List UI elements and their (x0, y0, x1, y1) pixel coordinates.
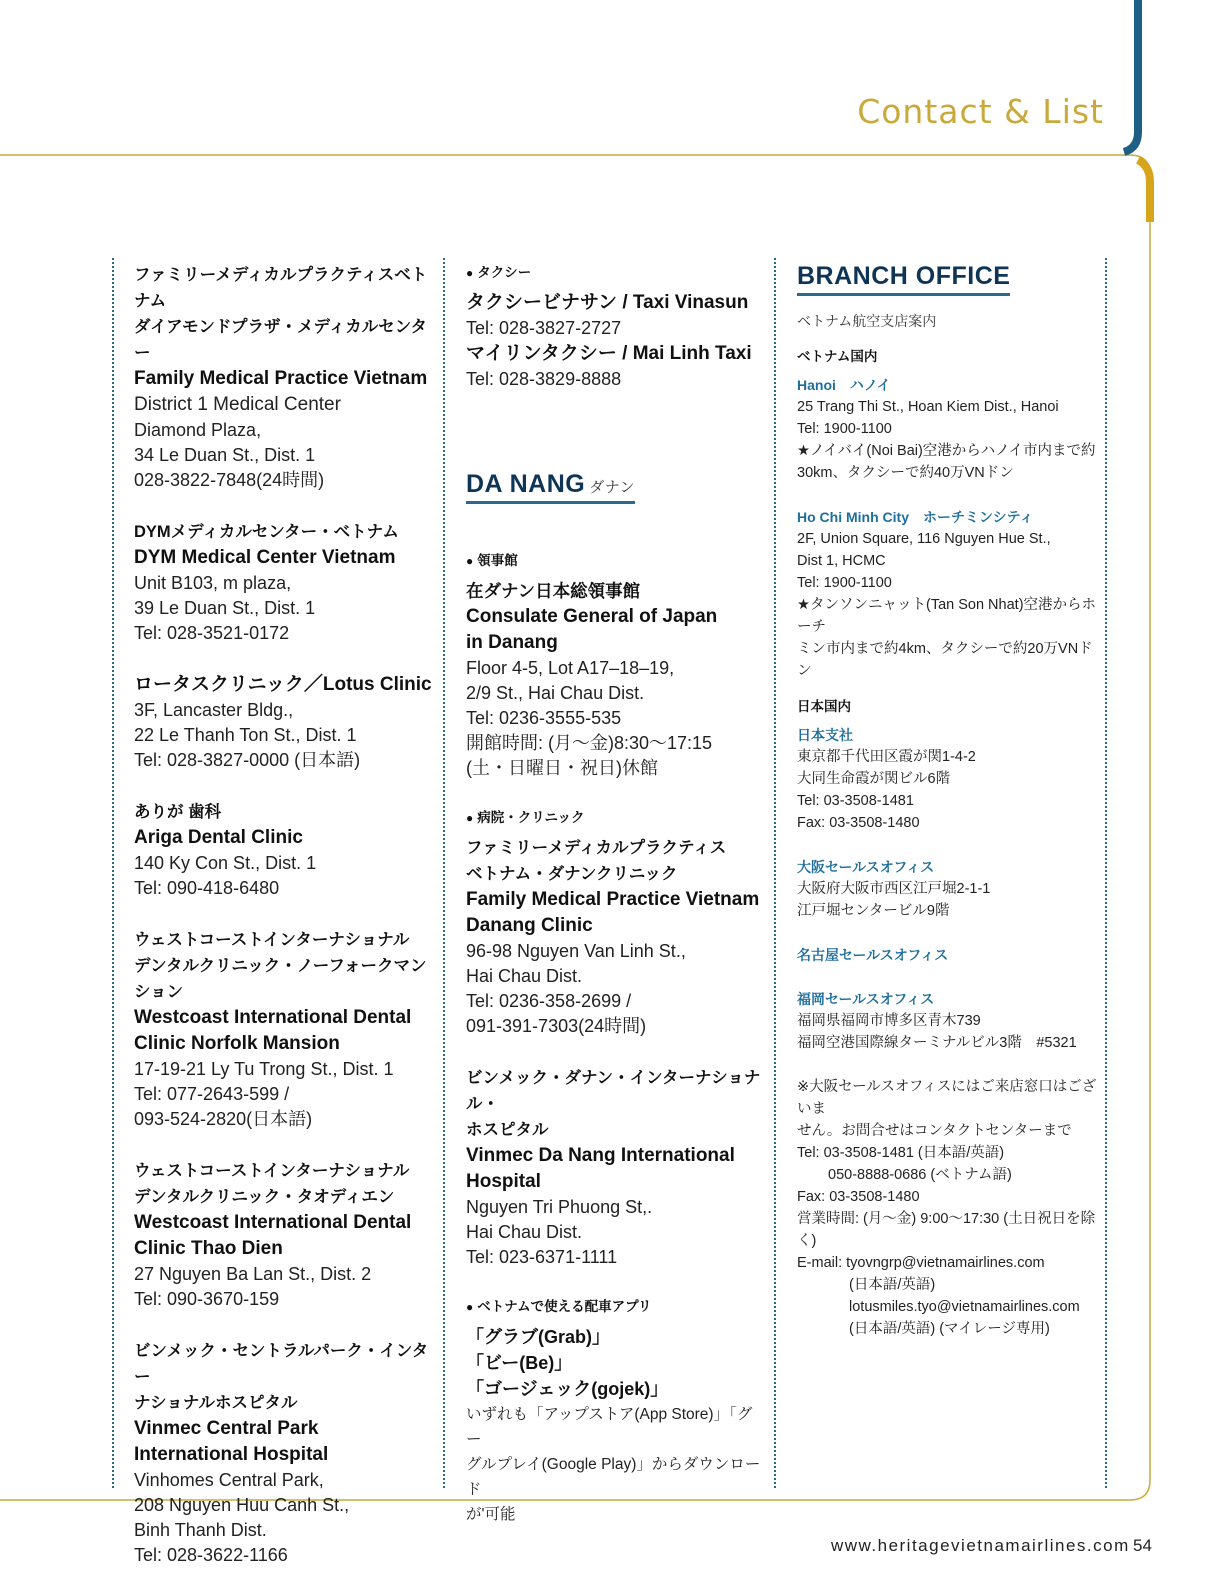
clinic-address: 34 Le Duan St., Dist. 1 (134, 445, 316, 465)
hospital-address: Nguyen Tri Phuong St,. (466, 1197, 653, 1217)
contact-email[interactable]: E-mail: tyovngrp@vietnamairlines.com (797, 1255, 1045, 1271)
clinic-name-en: Clinic Norfolk Mansion (134, 1033, 340, 1054)
clinic-entry (134, 1338, 434, 1568)
office-note: ★ノイバイ(Noi Bai)空港からハノイ市内まで約 (797, 443, 1096, 459)
clinic-address: 208 Nguyen Huu Canh St., (134, 1495, 350, 1515)
office-address: 福岡県福岡市博多区青木739 (797, 1013, 981, 1029)
column-hcmc-clinics (134, 262, 434, 1568)
page-number: 54 (1133, 1536, 1152, 1555)
column-taxi-danang (466, 262, 766, 1527)
office-fax: Fax: 03-3508-1480 (797, 815, 920, 831)
consulate-name-en: Consulate General of Japan (466, 606, 718, 627)
clinic-name-en: DYM Medical Center Vietnam (134, 547, 396, 568)
clinic-name-en: Westcoast International Dental (134, 1007, 412, 1028)
label-japan-domestic: 日本国内 (797, 699, 851, 714)
consulate-address: 2/9 St., Hai Chau Dist. (466, 683, 645, 703)
office-osaka: 大阪セールスオフィス (797, 859, 935, 875)
clinic-name-en: Westcoast International Dental (134, 1212, 412, 1233)
clinic-address: 27 Nguyen Ba Lan St., Dist. 2 (134, 1264, 372, 1284)
taxi-name: マイリンタクシー / Mai Linh Taxi (466, 343, 752, 364)
hospital-tel: Tel: 023-6371-1111 (466, 1247, 618, 1267)
hospital-address: Hai Chau Dist. (466, 966, 583, 986)
clinic-tel: Tel: 077-2643-599 / (134, 1084, 290, 1104)
office-city-hanoi: Hanoi ハノイ (797, 377, 891, 393)
clinic-address: 17-19-21 Ly Tu Trong St., Dist. 1 (134, 1059, 394, 1079)
app-name: 「ビー(Be)」 (466, 1353, 573, 1373)
category-label-hospital: ● 病院・クリニック (466, 810, 585, 825)
consulate-address: Floor 4-5, Lot A17–18–19, (466, 658, 675, 678)
office-address: 福岡空港国際線ターミナルビル3階 #5321 (797, 1035, 1077, 1051)
clinic-entry (134, 672, 434, 773)
apps-note: が'可能 (466, 1506, 516, 1523)
consulate-hours: (土・日曜日・祝日)休館 (466, 758, 658, 778)
clinic-entry (134, 519, 434, 646)
clinic-tel: 028-3822-7848(24時間) (134, 470, 325, 490)
section-title-danang: DA NANG ダナン (466, 470, 635, 504)
clinic-tel: Tel: 090-418-6480 (134, 878, 280, 898)
contact-email-note: (日本語/英語) (マイレージ専用) (849, 1321, 1050, 1337)
clinic-entry (134, 1158, 434, 1312)
clinic-name-en: Ariga Dental Clinic (134, 827, 303, 848)
clinic-tel: 093-524-2820(日本語) (134, 1109, 313, 1129)
clinic-entry (134, 799, 434, 901)
clinic-subname: District 1 Medical Center (134, 394, 341, 415)
office-address: Dist 1, HCMC (797, 553, 886, 569)
hospital-name-en: Danang Clinic (466, 915, 593, 936)
clinic-name-jp: ファミリーメディカルプラクティスベトナム (134, 266, 428, 310)
clinic-address: Vinhomes Central Park, (134, 1470, 324, 1490)
office-address: 東京都千代田区霞が関1-4-2 (797, 749, 976, 765)
contact-email-note: (日本語/英語) (849, 1277, 936, 1293)
clinic-name-en: Family Medical Practice Vietnam (134, 368, 428, 389)
consulate-name-jp: 在ダナン日本総領事館 (466, 581, 641, 601)
clinic-tel: Tel: 028-3622-1166 (134, 1545, 288, 1565)
clinic-name-jp: デンタルクリニック・タオディエン (134, 1188, 395, 1206)
clinic-tel: Tel: 028-3521-0172 (134, 623, 290, 643)
contact-note: ※大阪セールスオフィスにはご来店窓口はございま (797, 1079, 1097, 1117)
clinic-name-jp: ありが 歯科 (134, 803, 222, 821)
clinic-name-en: Vinmec Central Park (134, 1418, 319, 1439)
clinic-address: 22 Le Thanh Ton St., Dist. 1 (134, 725, 357, 745)
bullet-dot-icon: ● (466, 1300, 474, 1314)
clinic-name-jp: DYMメディカルセンター・ベトナム (134, 523, 399, 541)
clinic-name-jp: ビンメック・セントラルパーク・インター (134, 1342, 429, 1386)
office-address: 25 Trang Thi St., Hoan Kiem Dist., Hanoi (797, 399, 1059, 415)
column-divider (443, 258, 445, 1488)
office-address: 2F, Union Square, 116 Nguyen Hue St., (797, 531, 1051, 547)
clinic-tel: Tel: 028-3827-0000 (日本語) (134, 750, 361, 770)
column-divider (112, 258, 114, 1488)
office-address: 大阪府大阪市西区江戸堀2-1-1 (797, 881, 991, 897)
clinic-address: Diamond Plaza, (134, 420, 262, 440)
hospital-tel: Tel: 0236-358-2699 / (466, 991, 632, 1011)
office-tel: Tel: 03-3508-1481 (797, 793, 914, 809)
column-divider (774, 258, 776, 1488)
hospital-name-jp: ファミリーメディカルプラクティス (466, 839, 727, 857)
clinic-address: 140 Ky Con St., Dist. 1 (134, 853, 317, 873)
contact-note: せん。お問合せはコンタクトセンターまで (797, 1123, 1072, 1139)
hospital-name-jp: ビンメック・ダナン・インターナショナル・ (466, 1069, 761, 1113)
contact-tel: Tel: 03-3508-1481 (日本語/英語) (797, 1145, 1005, 1161)
clinic-name-jp: ナショナルホスピタル (134, 1394, 298, 1412)
clinic-tel: Tel: 090-3670-159 (134, 1289, 280, 1309)
office-note: ★タンソンニャット(Tan Son Nhat)空港からホーチ (797, 597, 1097, 635)
bullet-dot-icon: ● (466, 554, 474, 568)
consulate-tel: Tel: 0236-3555-535 (466, 708, 622, 728)
section-title-branch: BRANCH OFFICE (797, 262, 1010, 296)
clinic-address: Binh Thanh Dist. (134, 1520, 267, 1540)
hospital-tel: 091-391-7303(24時間) (466, 1016, 647, 1036)
app-name: 「グラブ(Grab)」 (466, 1327, 610, 1347)
clinic-name-en: International Hospital (134, 1444, 329, 1465)
hospital-name-jp: ホスピタル (466, 1121, 549, 1139)
contact-email[interactable]: lotusmiles.tyo@vietnamairlines.com (849, 1299, 1080, 1315)
consulate-name-en: in Danang (466, 632, 558, 653)
clinic-address: 39 Le Duan St., Dist. 1 (134, 598, 316, 618)
hospital-address: Hai Chau Dist. (466, 1222, 583, 1242)
office-city-hcmc: Ho Chi Minh City ホーチミンシティ (797, 509, 1034, 525)
app-name: 「ゴージェック(gojek)」 (466, 1379, 669, 1399)
hospital-name-jp: ベトナム・ダナンクリニック (466, 865, 678, 883)
clinic-address: 3F, Lancaster Bldg., (134, 700, 294, 720)
office-nagoya: 名古屋セールスオフィス (797, 947, 949, 963)
hospital-name-en: Family Medical Practice Vietnam (466, 889, 760, 910)
clinic-name-en: Clinic Thao Dien (134, 1238, 283, 1259)
office-tel: Tel: 1900-1100 (797, 421, 892, 437)
category-label-taxi: ● タクシー (466, 265, 532, 280)
apps-note: いずれも「アップストア(App Store)」「グー (466, 1406, 753, 1448)
office-fukuoka: 福岡セールスオフィス (797, 991, 935, 1007)
footer-url[interactable]: www.heritagevietnamairlines.com (831, 1536, 1130, 1555)
office-tel: Tel: 1900-1100 (797, 575, 892, 591)
taxi-tel: Tel: 028-3827-2727 (466, 318, 622, 338)
page-title: Contact & List (857, 92, 1104, 131)
office-japan-branch: 日本支社 (797, 727, 853, 743)
clinic-name-jp: ウェストコーストインターナショナル (134, 931, 410, 949)
hospital-name-en: Vinmec Da Nang International (466, 1145, 735, 1166)
category-label-apps: ● ベトナムで使える配車アプリ (466, 1299, 652, 1314)
office-note: ミン市内まで約4km、タクシーで約20万VNドン (797, 641, 1093, 679)
bullet-dot-icon: ● (466, 266, 474, 280)
office-address: 大同生命霞が関ビル6階 (797, 771, 951, 787)
branch-subtitle: ベトナム航空支店案内 (797, 313, 937, 329)
contact-hours: 営業時間: (月〜金) 9:00〜17:30 (土日祝日を除く) (797, 1211, 1096, 1249)
hospital-name-en: Hospital (466, 1171, 541, 1192)
office-address: 江戸堀センタービル9階 (797, 903, 950, 919)
clinic-address: Unit B103, m plaza, (134, 573, 292, 593)
label-vietnam-domestic: ベトナム国内 (797, 349, 878, 364)
clinic-entry (134, 927, 434, 1132)
bullet-dot-icon: ● (466, 811, 474, 825)
apps-note: グルプレイ(Google Play)」からダウンロード (466, 1456, 761, 1498)
contact-fax: Fax: 03-3508-1480 (797, 1189, 920, 1205)
taxi-tel: Tel: 028-3829-8888 (466, 369, 622, 389)
office-note: 30km、タクシーで約40万VNドン (797, 465, 1014, 481)
hospital-address: 96-98 Nguyen Van Linh St., (466, 941, 686, 961)
clinic-name-jp: ダイアモンドプラザ・メディカルセンター (134, 318, 428, 362)
consulate-hours: 開館時間: (月〜金)8:30〜17:15 (466, 733, 713, 753)
taxi-name: タクシービナサン / Taxi Vinasun (466, 292, 749, 313)
clinic-name-en: ロータスクリニック／Lotus Clinic (134, 674, 432, 695)
contact-tel: 050-8888-0686 (ベトナム語) (828, 1167, 1012, 1183)
clinic-name-jp: ウェストコーストインターナショナル (134, 1162, 410, 1180)
clinic-name-jp: デンタルクリニック・ノーフォークマンション (134, 957, 427, 1001)
clinic-entry (134, 262, 434, 493)
column-branch-office (797, 262, 1107, 1340)
category-label-consulate: ● 領事館 (466, 553, 518, 568)
